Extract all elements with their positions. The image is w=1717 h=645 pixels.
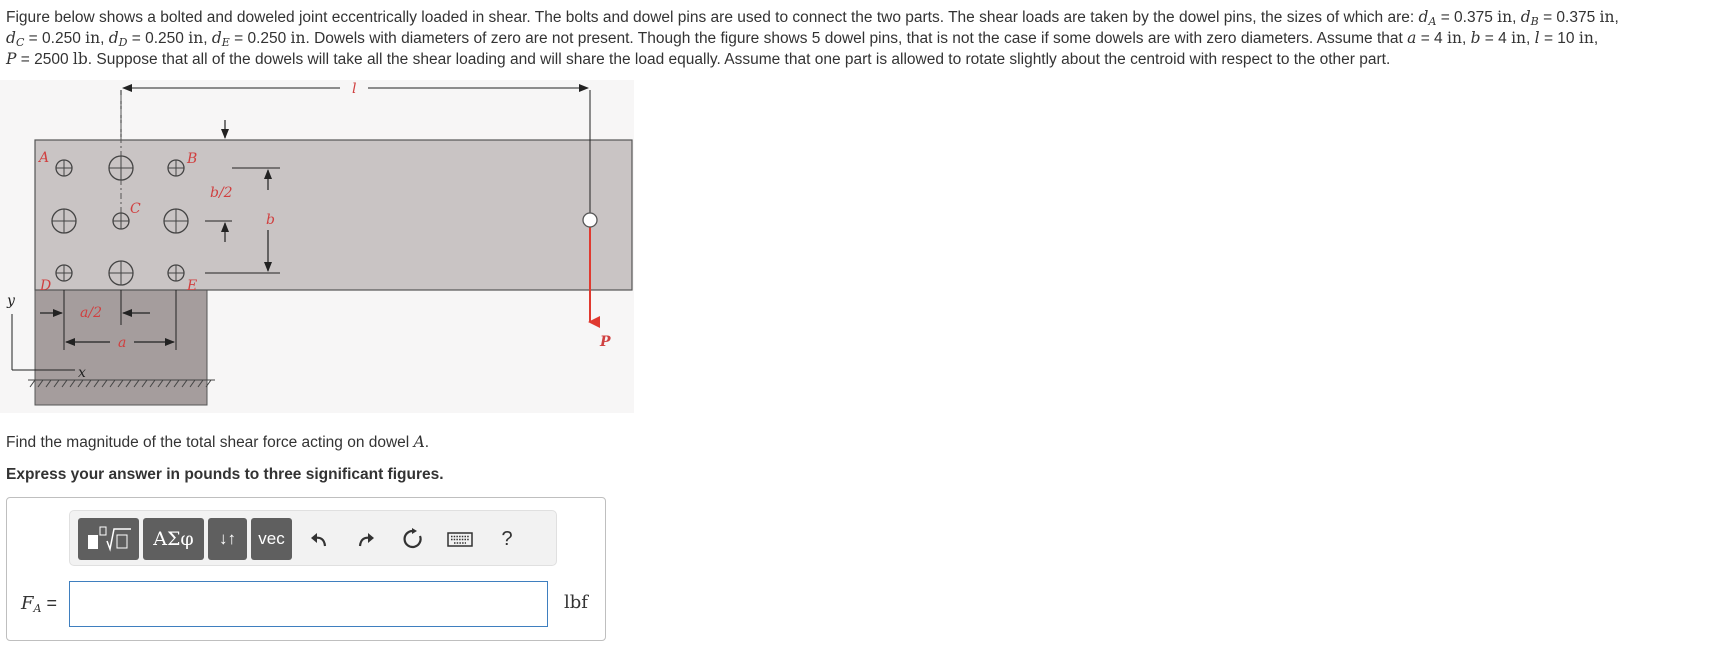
problem-text: . Suppose that all of the dowels will take all the shear loading and will share the load equally. Assume that one part is allowed to rotate slightly about the centroid with respect to the other part. (87, 51, 1391, 68)
redo-button[interactable] (349, 518, 383, 560)
unit-in: in (85, 29, 101, 47)
bolt-middle-right (164, 209, 188, 233)
comma: , (203, 30, 212, 47)
b-value: = 4 (1480, 30, 1512, 47)
label-C: C (130, 201, 141, 217)
label-D: D (40, 278, 52, 294)
dB-value: = 0.375 (1538, 9, 1600, 26)
subscript-superscript-button[interactable]: ↓↑ (208, 518, 247, 560)
dowel-B (168, 160, 184, 176)
reset-icon (401, 527, 425, 551)
label-x: x (78, 365, 86, 381)
comma: , (1526, 30, 1535, 47)
bolt-bottom-middle (109, 261, 133, 285)
templates-icon (85, 525, 133, 553)
label-a: a (118, 335, 127, 351)
label-E: E (187, 278, 198, 294)
undo-button[interactable] (302, 518, 336, 560)
var-l: l (1534, 29, 1540, 47)
problem-text: Figure below shows a bolted and doweled joint eccentrically loaded in shear. The bolts and dowel pins are used to connect the two parts. The shear loads are taken by the dowel pins, the sizes of which are: (6, 9, 1419, 26)
unit-in: in (1446, 29, 1462, 47)
answer-unit: lbf (564, 592, 588, 613)
templates-button[interactable] (78, 518, 139, 560)
dE-value: = 0.250 (229, 30, 291, 47)
answer-label (21, 593, 57, 614)
sub-B: B (1530, 15, 1539, 28)
answer-equals: = (41, 593, 57, 613)
undo-icon (308, 528, 330, 550)
var-d: d (108, 29, 119, 47)
l-value: = 10 (1539, 30, 1579, 47)
question-prompt: Find the magnitude of the total shear force acting on dowel (6, 434, 414, 451)
P-value: = 2500 (16, 51, 73, 68)
dD-value: = 0.250 (127, 30, 189, 47)
bolt-top-middle (109, 156, 133, 180)
joint-figure (0, 80, 640, 415)
instruction-text: Express your answer in pounds to three significant figures. (6, 466, 444, 483)
unit-in: in (188, 29, 204, 47)
load-point (583, 213, 597, 227)
problem-statement (6, 7, 1712, 70)
bolt-middle-left (52, 209, 76, 233)
comma: , (1512, 9, 1521, 26)
vector-button[interactable]: vec (251, 518, 292, 560)
dA-value: = 0.375 (1436, 9, 1498, 26)
var-a: a (1407, 29, 1417, 47)
comma: , (1593, 30, 1599, 47)
dowel-D (56, 265, 72, 281)
dC-value: = 0.250 (24, 30, 86, 47)
label-b: b (266, 212, 275, 228)
dowel-C (113, 213, 129, 229)
redo-icon (355, 528, 377, 550)
var-d: d (1520, 8, 1531, 26)
keyboard-icon (447, 530, 473, 548)
upper-plate (35, 140, 632, 290)
help-button[interactable]: ? (501, 527, 513, 550)
math-toolbar (69, 510, 557, 566)
answer-panel (6, 497, 606, 641)
answer-input[interactable] (69, 581, 548, 627)
problem-line-3 (6, 49, 1712, 70)
problem-line-2 (6, 28, 1712, 49)
sub-E: E (221, 36, 230, 49)
problem-text: . Dowels with diameters of zero are not present. Though the figure shows 5 dowel pins, that is not the case if some dowels are with zero diameters. Assume that (305, 30, 1408, 47)
comma: , (1614, 9, 1619, 26)
symbols-button[interactable]: ΑΣφ (143, 518, 204, 560)
var-d: d (1418, 8, 1429, 26)
unit-in: in (1578, 29, 1594, 47)
unit-in: in (290, 29, 306, 47)
dowel-E (168, 265, 184, 281)
label-A: A (39, 150, 50, 166)
keyboard-button[interactable] (443, 518, 477, 560)
reset-button[interactable] (396, 518, 430, 560)
unit-in: in (1511, 29, 1527, 47)
a-value: = 4 (1416, 30, 1447, 47)
question-text (6, 433, 429, 452)
unit-in: in (1497, 8, 1513, 26)
var-d: d (6, 29, 16, 47)
label-b2: b/2 (210, 185, 233, 201)
label-a2: a/2 (80, 305, 102, 321)
label-P: P (600, 334, 611, 350)
comma: , (1461, 30, 1471, 47)
var-d: d (211, 29, 222, 47)
unit-lb: lb (72, 50, 88, 68)
var-b: b (1470, 29, 1481, 47)
problem-line-1 (6, 7, 1712, 28)
dowel-A (56, 160, 72, 176)
label-B: B (187, 151, 198, 167)
sub-D: D (118, 36, 128, 49)
answer-var: F (21, 593, 34, 614)
sub-A: A (1428, 15, 1437, 28)
label-y: y (7, 293, 15, 309)
question-var: A (413, 433, 425, 451)
label-l: l (352, 81, 357, 97)
var-P: P (6, 50, 17, 68)
answer-var-sub: A (33, 602, 42, 615)
comma: , (100, 30, 109, 47)
question-period: . (424, 434, 430, 451)
unit-in: in (1599, 8, 1615, 26)
sub-C: C (15, 36, 25, 49)
